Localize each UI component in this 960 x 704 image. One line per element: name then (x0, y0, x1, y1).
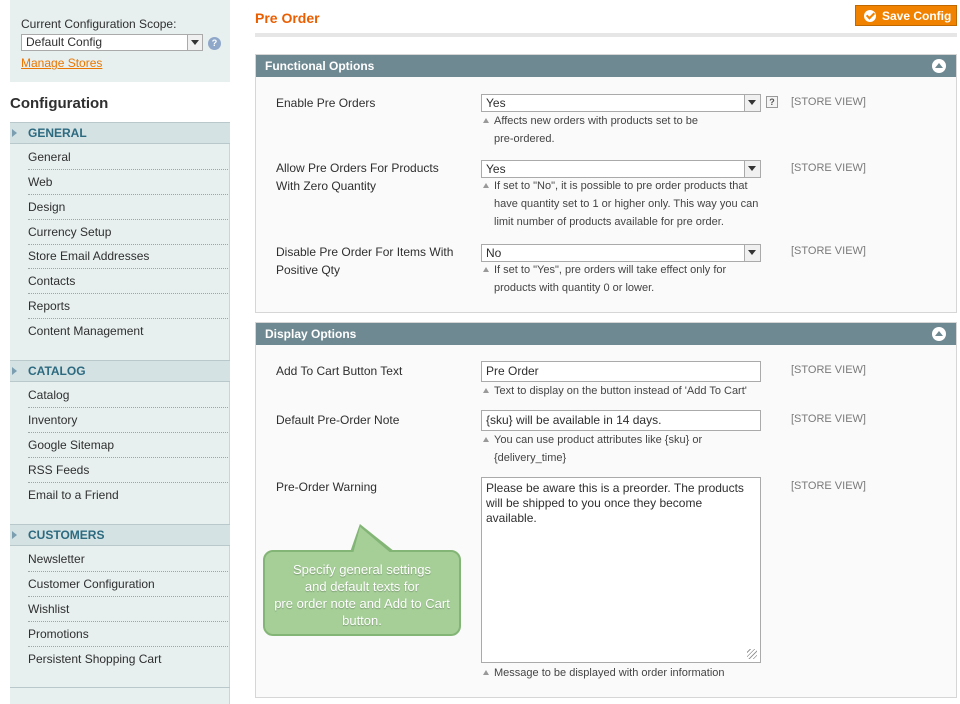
zero-quantity-label (276, 159, 439, 195)
triangle-up-icon (483, 388, 489, 393)
page-title: Pre Order (255, 10, 320, 26)
triangle-up-icon (483, 118, 489, 123)
nav-label: Catalog (28, 388, 70, 402)
label-line: Positive Qty (276, 263, 341, 277)
nav-currency-setup[interactable] (10, 220, 230, 245)
nav-label: Wishlist (28, 602, 70, 616)
nav-contacts[interactable] (10, 269, 230, 294)
manage-stores-link[interactable]: Manage Stores (21, 56, 103, 70)
chevron-down-icon[interactable] (187, 35, 202, 50)
note-line: You can use product attributes like {sku} or (494, 434, 703, 446)
scope-select[interactable] (21, 34, 203, 51)
add-to-cart-text-input[interactable]: Pre Order (481, 361, 761, 382)
triangle-up-icon (483, 267, 489, 272)
label-line: Disable Pre Order For Items With (276, 245, 454, 259)
triangle-up-icon (483, 670, 489, 675)
note-line: Affects new orders with products set to be (494, 115, 699, 127)
section-title: Functional Options (265, 59, 375, 73)
nav-label: General (28, 150, 71, 164)
note-line: have quantity set to 1 or higher only. This way you can (494, 198, 759, 210)
nav-label: Design (28, 200, 66, 214)
functional-options-header[interactable] (256, 55, 956, 77)
textarea-line: Please be aware this is a preorder. The products (486, 481, 744, 495)
field-note (494, 261, 784, 297)
section-title: Display Options (265, 327, 357, 341)
positive-qty-select[interactable] (481, 244, 761, 262)
note-line: {delivery_time} (494, 452, 567, 464)
textarea-line: available. (486, 511, 537, 525)
note-line: If set to "No", it is possible to pre order products that (494, 180, 748, 192)
enable-pre-orders-select[interactable] (481, 94, 761, 112)
nav-reports[interactable] (10, 294, 230, 319)
positive-qty-label (276, 243, 453, 279)
nav-label: Contacts (28, 274, 76, 288)
nav-web[interactable] (10, 170, 230, 195)
scope-tag: [STORE VIEW] (791, 245, 866, 257)
note-line: limit number of products available for pre order. (494, 216, 724, 228)
select-value: Yes (486, 96, 506, 110)
nav-newsletter[interactable] (10, 547, 230, 572)
nav-customer-configuration[interactable] (10, 572, 230, 597)
note-line: pre-ordered. (494, 133, 555, 145)
field-note (494, 664, 784, 682)
help-icon[interactable]: ? (208, 37, 221, 50)
nav-label: Content Management (28, 324, 144, 338)
nav-wishlist[interactable] (10, 597, 230, 622)
enable-pre-orders-label: Enable Pre Orders (276, 96, 376, 110)
pre-order-note-input[interactable]: {sku} will be available in 14 days. (481, 410, 761, 431)
nav-google-sitemap[interactable] (10, 433, 230, 458)
scope-tag: [STORE VIEW] (791, 162, 866, 174)
chevron-down-icon[interactable] (744, 95, 760, 111)
callout-line: button. (342, 613, 382, 628)
functional-options-section (255, 54, 957, 313)
scope-tag: [STORE VIEW] (791, 480, 866, 492)
configuration-title: Configuration (0, 82, 230, 122)
nav-label: Newsletter (28, 552, 85, 566)
collapse-up-icon[interactable] (932, 327, 946, 341)
field-note (494, 431, 784, 467)
nav-label: Customer Configuration (28, 577, 155, 591)
nav-email-to-a-friend[interactable] (10, 483, 230, 508)
nav-label: Store Email Addresses (28, 249, 150, 263)
nav-label: Web (28, 175, 53, 189)
textarea-line: will be shipped to you once they become (486, 496, 703, 510)
display-options-header[interactable] (256, 323, 956, 345)
chevron-down-icon[interactable] (744, 161, 760, 177)
note-line: products with quantity 0 or lower. (494, 282, 655, 294)
callout-line: and default texts for (304, 579, 420, 594)
note-line: Text to display on the button instead of 'Add To Cart' (494, 385, 747, 397)
scope-tag: [STORE VIEW] (791, 96, 866, 108)
nav-label: Promotions (28, 627, 89, 641)
callout-line: pre order note and Add to Cart (274, 596, 450, 611)
nav-persistent-shopping-cart[interactable] (10, 647, 230, 672)
group-customers[interactable]: CUSTOMERS (10, 524, 230, 546)
resize-grip-icon[interactable] (747, 649, 757, 659)
field-note (494, 112, 784, 148)
note-line: If set to "Yes", pre orders will take effect only for (494, 264, 727, 276)
nav-general[interactable] (10, 145, 230, 170)
nav-label: Persistent Shopping Cart (28, 652, 162, 666)
nav-label: Google Sitemap (28, 438, 115, 452)
scope-tag: [STORE VIEW] (791, 364, 866, 376)
pre-order-note-label: Default Pre-Order Note (276, 413, 400, 427)
question-icon[interactable]: ? (766, 96, 778, 108)
collapse-up-icon[interactable] (932, 59, 946, 73)
scope-select-value: Default Config (26, 35, 103, 49)
select-value: Yes (486, 162, 506, 176)
nav-label: Email to a Friend (28, 488, 119, 502)
select-value: No (486, 246, 502, 260)
group-general[interactable]: GENERAL (10, 122, 230, 144)
display-options-section (255, 322, 957, 698)
add-to-cart-text-label: Add To Cart Button Text (276, 364, 403, 378)
nav-label: Inventory (28, 413, 78, 427)
nav-design[interactable] (10, 195, 230, 220)
chevron-down-icon[interactable] (744, 245, 760, 261)
nav-promotions[interactable] (10, 622, 230, 647)
field-note (494, 177, 784, 231)
nav-label: Currency Setup (28, 225, 112, 239)
nav-label: Reports (28, 299, 71, 313)
note-line: Message to be displayed with order information (494, 667, 725, 679)
triangle-up-icon (483, 183, 489, 188)
pre-order-warning-textarea[interactable] (481, 477, 761, 663)
label-line: Allow Pre Orders For Products (276, 161, 439, 175)
save-config-button[interactable] (855, 5, 957, 26)
field-note (494, 382, 784, 400)
group-catalog[interactable]: CATALOG (10, 360, 230, 382)
nav-inventory[interactable] (10, 408, 230, 433)
triangle-up-icon (483, 437, 489, 442)
scope-tag: [STORE VIEW] (791, 413, 866, 425)
scope-label: Current Configuration Scope: (21, 17, 177, 31)
title-divider (255, 33, 957, 37)
nav-content-management[interactable] (10, 319, 230, 344)
nav-label: RSS Feeds (28, 463, 90, 477)
sidebar-divider (10, 687, 230, 688)
nav-catalog[interactable] (10, 383, 230, 408)
nav-rss-feeds[interactable] (10, 458, 230, 483)
nav-store-email-addresses[interactable] (10, 244, 230, 269)
label-line: With Zero Quantity (276, 179, 377, 193)
zero-quantity-select[interactable] (481, 160, 761, 178)
tooltip-callout (263, 550, 461, 636)
pre-order-warning-label: Pre-Order Warning (276, 480, 377, 494)
callout-line: Specify general settings (292, 562, 432, 577)
save-config-label: Save Config (882, 9, 952, 23)
check-circle-icon (864, 10, 876, 22)
